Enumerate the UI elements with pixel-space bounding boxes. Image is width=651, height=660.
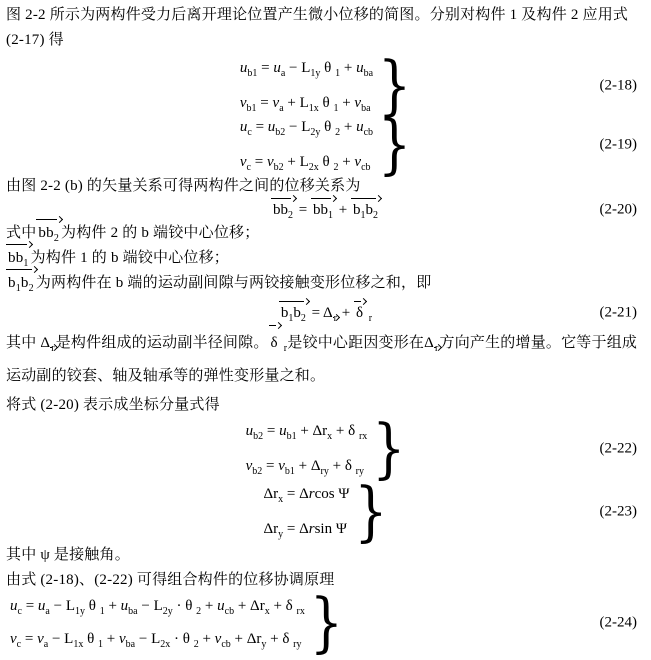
- equation-2-22: [6, 411, 645, 486]
- principle-paragraph: 由式 (2-18)、(2-22) 可得组合构件的位移协调原理: [6, 572, 335, 588]
- equation-2-23: [6, 474, 645, 549]
- equation-2-18: [6, 48, 645, 123]
- clearance-note-paragraph: 其中 $\Delta_r$是构件组成的运动副半径间隙。 δ $_r$是铰中心距因变形在$\Delta_r$方向产生的增量。它等于组成运动副的铰套、轴及轴承等的弹性变形量之和。: [6, 327, 645, 393]
- equation-number-2-20: (2-20): [599, 201, 637, 218]
- equation-line: $\Delta r_y = \Delta rsin$ Ψ: [263, 521, 347, 540]
- vector-overline: $b_1b_2$: [352, 202, 378, 221]
- vector-overline: $bb_2$: [36, 221, 61, 246]
- equation-number-2-18: (2-18): [599, 77, 637, 93]
- equation-number-2-24: (2-24): [599, 614, 637, 630]
- equation-2-19: [6, 107, 645, 182]
- equation-2-21: [6, 303, 645, 323]
- coordinate-note-paragraph: 将式 (2-20) 表示成坐标分量式得: [6, 397, 220, 413]
- equation-line: $b_1b_2 = \Delta_r + \delta$ $_r$: [280, 305, 373, 324]
- equation-line: $v_c = v_a - L_{1x}$ θ $_1 + v_{ba} - L_{2x} \cdot \theta$ $_2 + v_{cb} + \Delta r_y + \delta$ $_{ry}$: [10, 631, 302, 650]
- vector-overline: δ: [355, 305, 364, 321]
- right-brace: }: [354, 474, 388, 549]
- equation-number-2-21: (2-21): [599, 304, 637, 321]
- equation-line: $bb_2 = bb_1 + b_1b_2$: [273, 202, 378, 221]
- equation-number-2-22: (2-22): [599, 440, 637, 456]
- vector-overline: $bb_2$: [273, 202, 294, 221]
- right-brace: }: [372, 411, 406, 486]
- vector-overline: $b_1b_2$: [280, 305, 306, 324]
- equation-2-20: [6, 200, 645, 220]
- vector-overline: $b_1b_2$: [6, 271, 36, 296]
- right-brace: }: [378, 107, 412, 182]
- vector-overline: δ: [269, 327, 280, 360]
- vector-overline: $bb_1$: [313, 202, 333, 221]
- equation-line: $u_c = u_{b2} - L_{2y}$ θ $_2 + u_{cb}$: [239, 119, 374, 138]
- equation-line: $u_{b1} = u_a - L_{1y}$ θ $_1 + u_{ba}$: [239, 60, 374, 79]
- equation-line: $v_{b2} = v_{b1} + \Delta_{ry} + \delta$ $_{ry}$: [245, 458, 364, 477]
- equation-line: $u_c = u_a - L_{1y}$ θ $_1 + u_{ba} - L_{2y} \cdot \theta$ $_2 + u_{cb} + \Delta r_x + \delta$ $_{rx}$: [10, 598, 305, 617]
- right-brace: }: [378, 48, 412, 123]
- equation-line: $v_{b1} = v_a + L_{1x}$ θ $_1 + v_{ba}$: [239, 95, 371, 114]
- where-bb1-paragraph: $bb_1$ 为构件 1 的 b 端铰中心位移；: [6, 246, 645, 271]
- equation-line: $v_c = v_{b2} + L_{2x}$ θ $_2 + v_{cb}$: [239, 154, 371, 173]
- equation-number-2-19: (2-19): [599, 136, 637, 152]
- equation-line: $u_{b2} = u_{b1} + \Delta r_x + \delta$ $_{rx}$: [245, 423, 368, 442]
- right-brace: }: [309, 585, 343, 660]
- vector-overline: $bb_1$: [6, 246, 31, 271]
- equation-2-24: [6, 585, 645, 660]
- where-b1b2-paragraph: $b_1b_2$ 为两构件在 b 端的运动副间隙与两铰接触变形位移之和，即: [6, 271, 645, 296]
- vector-relation-paragraph: 由图 2-2 (b) 的矢量关系可得两构件之间的位移关系为: [6, 178, 361, 194]
- equation-line: $\Delta r_x = \Delta rcos$ Ψ: [263, 486, 350, 505]
- contact-angle-paragraph: 其中 ψ 是接触角。: [6, 547, 130, 563]
- where-bb2-paragraph: 式中 $bb_2$ 为构件 2 的 b 端铰中心位移；: [6, 221, 645, 246]
- intro-paragraph: 图 2-2 所示为两构件受力后离开理论位置产生微小位移的简图。分别对构件 1 及构件 2 应用式 (2-17) 得: [6, 7, 629, 48]
- equation-number-2-23: (2-23): [599, 503, 637, 519]
